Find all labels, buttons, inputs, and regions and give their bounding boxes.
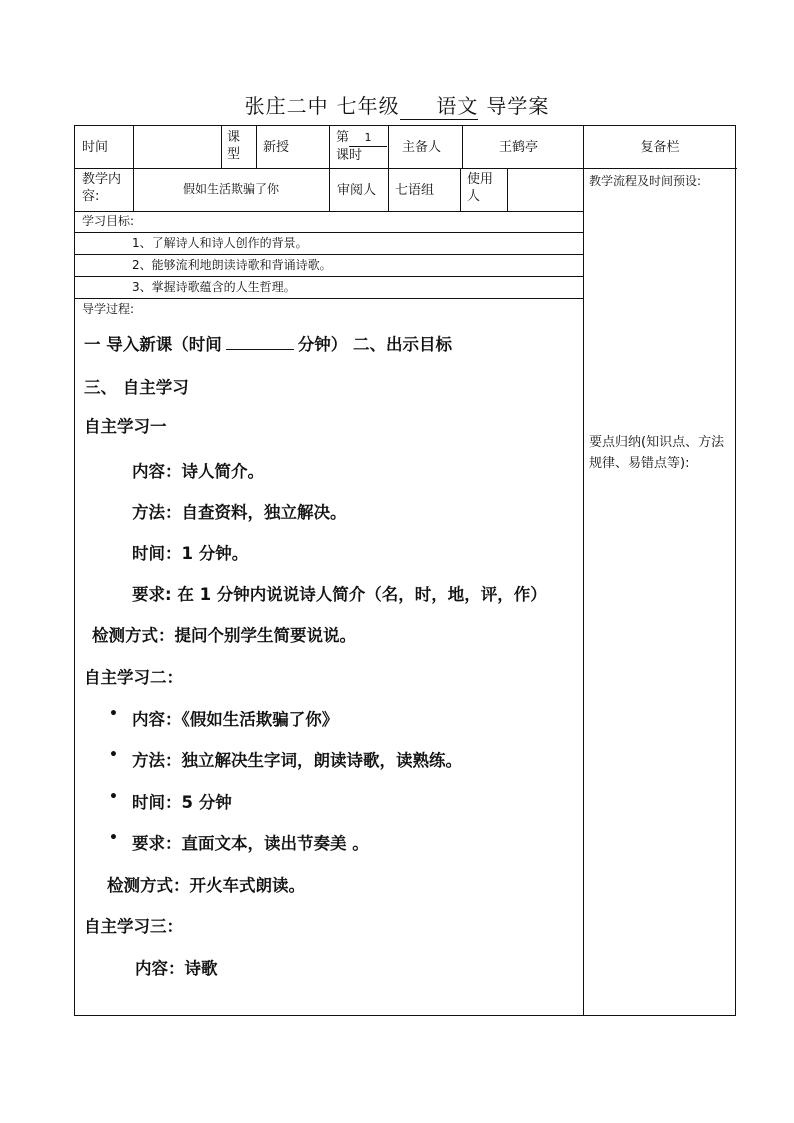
reviewer-value: 七语组 <box>395 183 435 198</box>
process-label: 导学过程: <box>82 302 135 316</box>
s1-check: 检测方式：提问个别学生简要说说。 <box>92 626 356 645</box>
s1-requirement: 要求: 在 1 分钟内说说诗人简介（名，时，地，评，作） <box>132 585 547 604</box>
col-divider <box>462 126 463 168</box>
title-grade: 七年级 <box>336 94 400 118</box>
section-three: 三、 自主学习 <box>84 378 189 397</box>
content-value: 假如生活欺骗了你 <box>182 182 279 196</box>
goal-item: 2、能够流利地朗读诗歌和背诵诗歌。 <box>132 258 332 272</box>
s1-time: 时间：1 分钟。 <box>132 544 249 563</box>
title-subject-underlined <box>400 90 479 120</box>
bullet-icon: • <box>109 830 118 846</box>
lead-value: 王鹤亭 <box>499 140 539 155</box>
bullet-icon: • <box>109 789 118 805</box>
intro-part-a: 一 导入新课（时间 <box>84 335 222 354</box>
user-label: 使用人 <box>467 172 494 204</box>
intro-line <box>84 331 452 355</box>
self-study-two-title: 自主学习二： <box>84 668 183 687</box>
reviewer-label: 审阅人 <box>337 183 377 198</box>
s2-time: 时间：5 分钟 <box>132 793 232 812</box>
s2-content: 内容：《假如生活欺骗了你》 <box>132 710 339 729</box>
self-study-one-title: 自主学习一 <box>84 417 167 436</box>
s2-check: 检测方式：开火车式朗读。 <box>107 876 305 895</box>
row-divider <box>75 232 583 233</box>
lesson-prefix: 第 <box>336 130 350 145</box>
type-label: 课型 <box>227 130 241 162</box>
bullet-icon: • <box>109 706 118 722</box>
intro-part-b: 分钟） 二、出示目标 <box>297 335 452 354</box>
bullet-icon: • <box>109 747 118 763</box>
type-value: 新授 <box>263 140 290 155</box>
lesson-suffix: 课时 <box>336 148 363 163</box>
row-divider <box>75 254 583 255</box>
row-divider <box>75 168 737 169</box>
lesson-count <box>336 129 387 164</box>
process-time-label: 教学流程及时间预设: <box>589 174 702 188</box>
col-divider <box>388 126 389 211</box>
content-label: 教学内容: <box>82 172 122 204</box>
col-divider <box>329 126 330 211</box>
goal-item: 3、掌握诗歌蕴含的人生哲理。 <box>132 280 296 294</box>
row-divider <box>75 276 583 277</box>
review-column-label: 复备栏 <box>640 140 680 155</box>
lesson-number: 1 <box>349 129 387 147</box>
lesson-plan-table <box>74 125 736 1016</box>
col-divider <box>133 126 134 168</box>
goals-label: 学习目标: <box>82 214 135 228</box>
title-school: 张庄二中 <box>244 94 329 118</box>
document-title <box>0 90 794 120</box>
col-divider <box>507 168 508 211</box>
lead-label: 主备人 <box>402 140 442 155</box>
summary-label: 要点归纳(知识点、方法规律、易错点等): <box>589 435 725 471</box>
s3-content: 内容：诗歌 <box>135 959 218 978</box>
s2-method: 方法：独立解决生字词，朗读诗歌，读熟练。 <box>132 751 462 770</box>
title-doc: 导学案 <box>486 94 550 118</box>
time-blank <box>226 335 294 350</box>
s1-content: 内容：诗人简介。 <box>132 462 264 481</box>
s2-requirement: 要求：直面文本，读出节奏美 。 <box>132 834 369 853</box>
col-divider <box>221 126 222 168</box>
col-divider <box>460 168 461 211</box>
s1-method: 方法：自查资料，独立解决。 <box>132 503 347 522</box>
col-divider-side <box>583 126 584 1016</box>
col-divider <box>256 126 257 168</box>
time-label: 时间 <box>82 140 109 155</box>
title-subject: 语文 <box>436 94 479 118</box>
row-divider <box>75 211 583 212</box>
row-divider <box>75 298 583 299</box>
self-study-three-title: 自主学习三： <box>84 917 183 936</box>
goal-item: 1、了解诗人和诗人创作的背景。 <box>132 236 308 250</box>
